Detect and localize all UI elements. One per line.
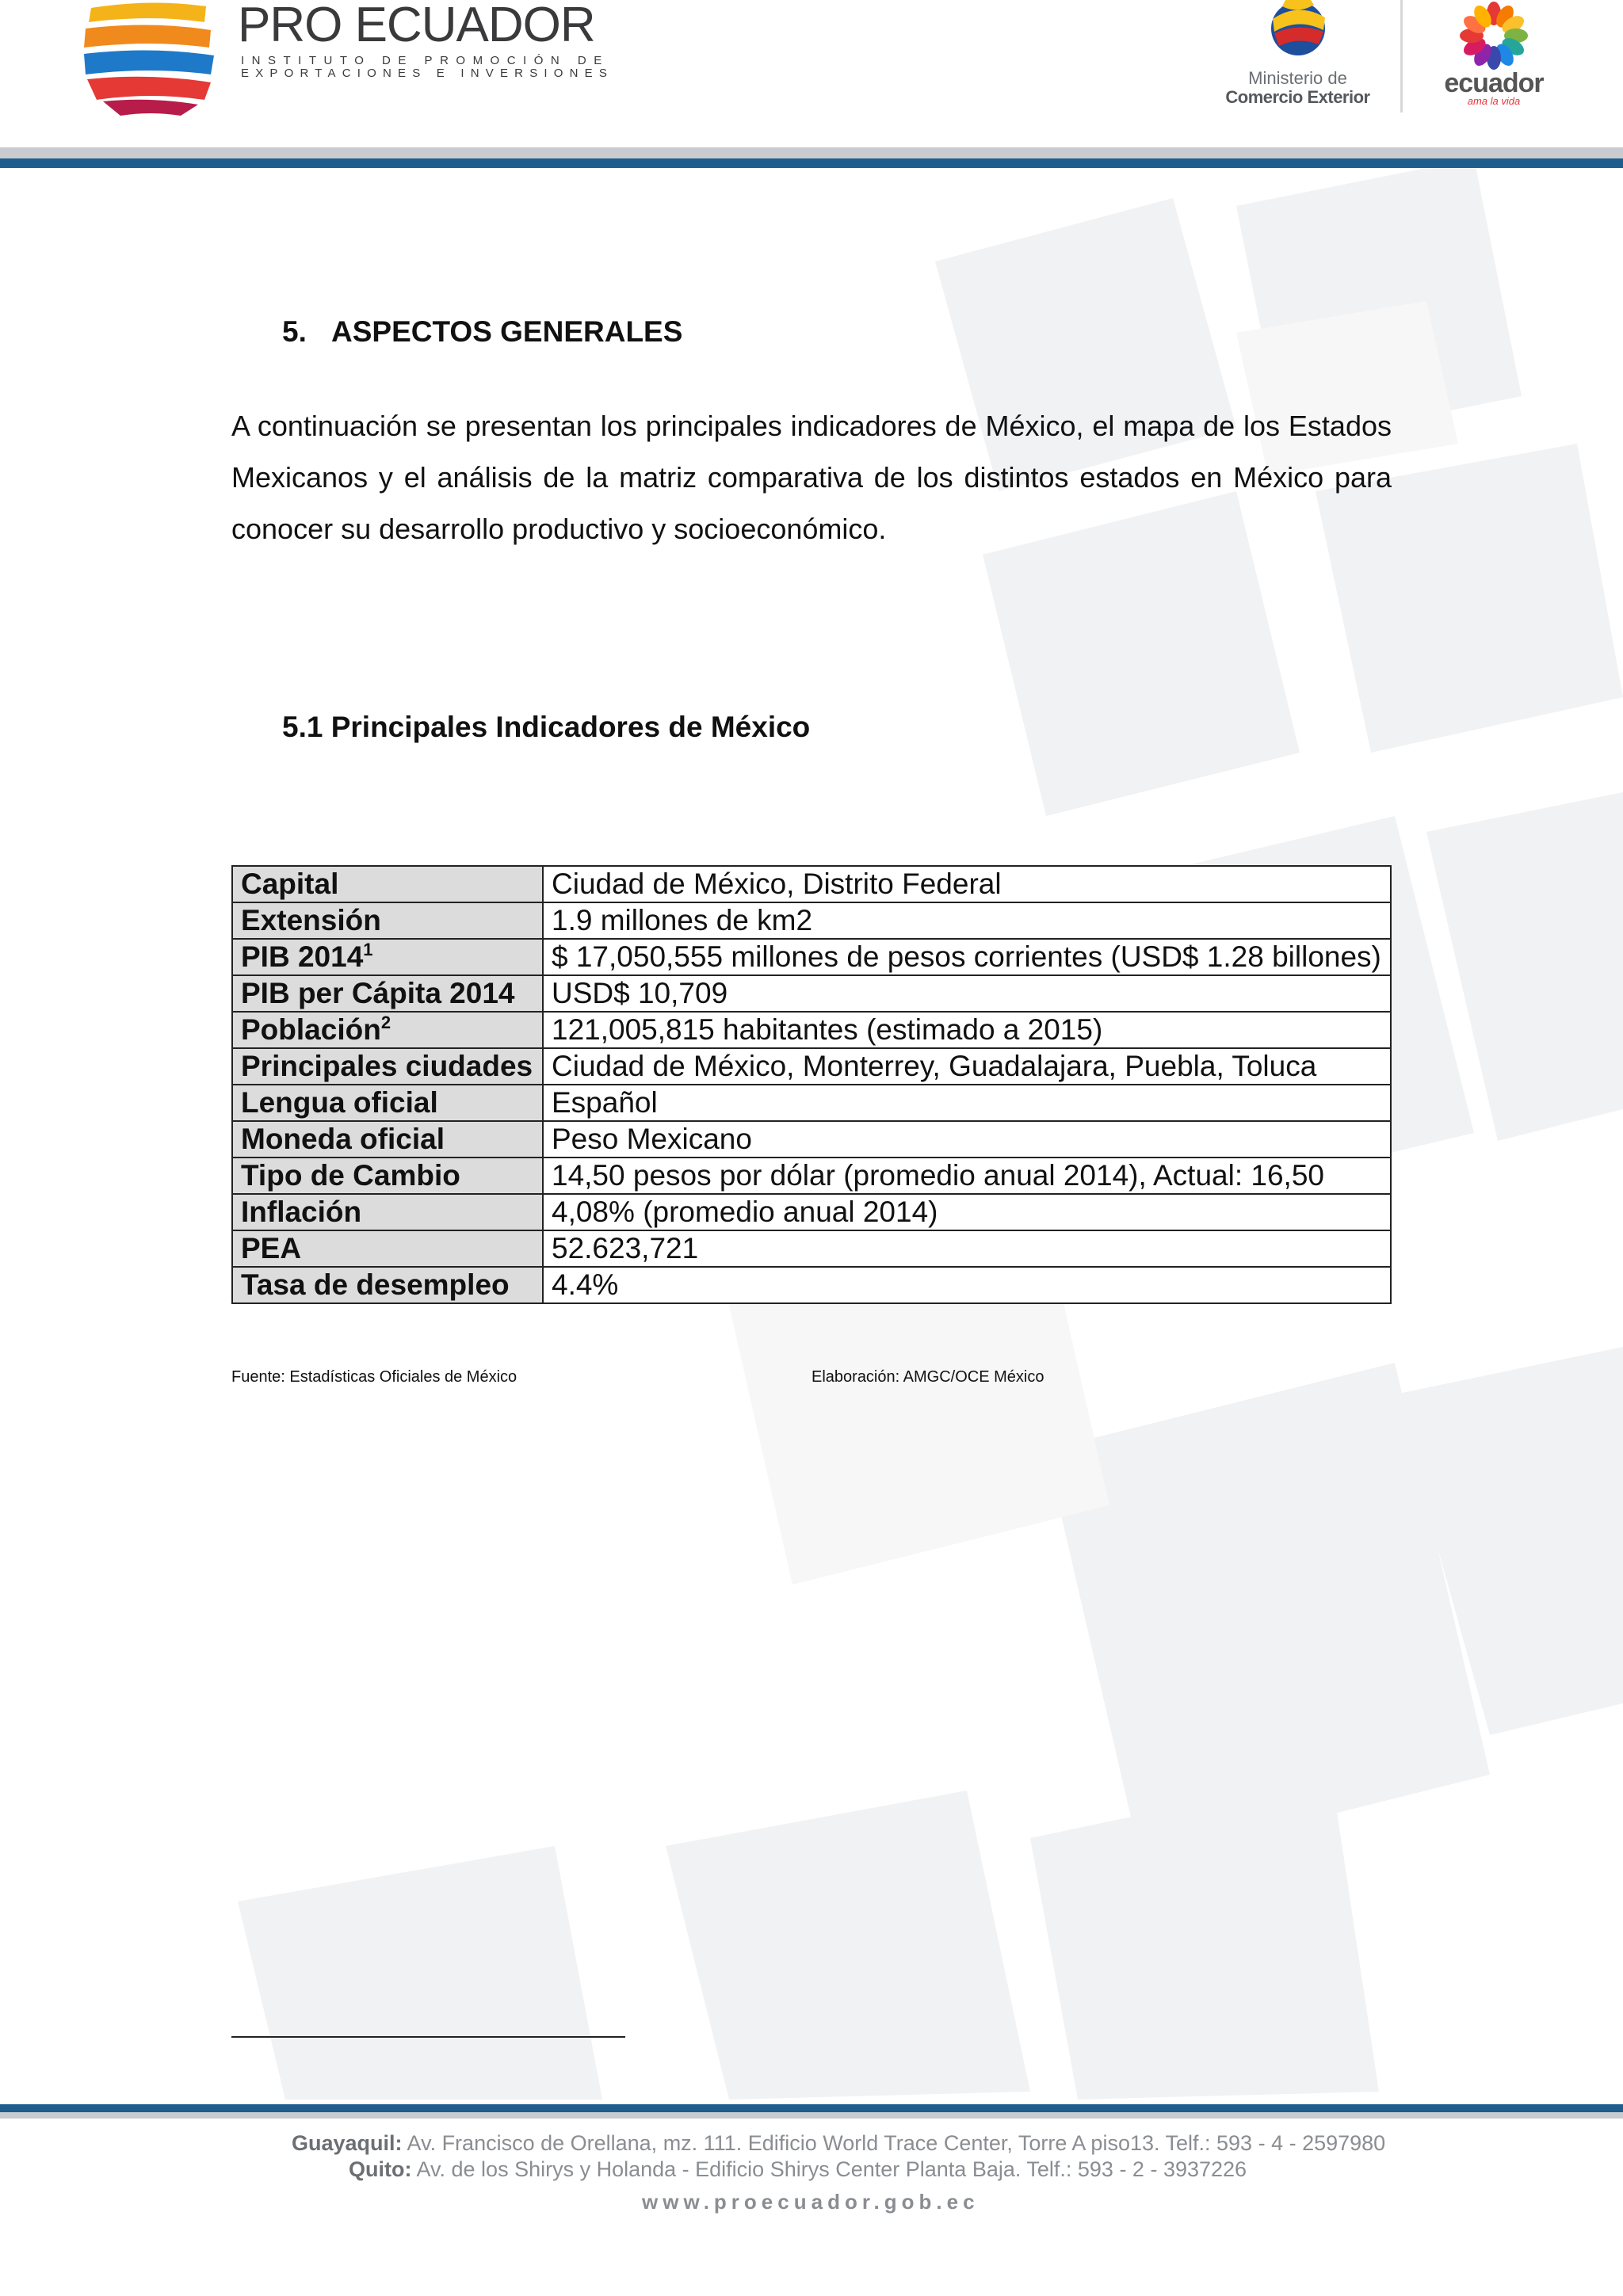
indicator-value: USD$ 10,709: [543, 975, 1391, 1012]
indicator-value: Ciudad de México, Distrito Federal: [543, 866, 1391, 902]
indicator-label: Lengua oficial: [232, 1085, 543, 1121]
footer-address-text: Av. Francisco de Orellana, mz. 111. Edificio World Trace Center, Torre A piso13. Telf.: 593 - 4 - 2597980: [407, 2131, 1386, 2155]
indicator-label: Tasa de desempleo: [232, 1267, 543, 1303]
header-divider-blue: [0, 158, 1623, 168]
footer-guayaquil-address: [292, 2130, 1385, 2157]
footer-divider-blue: [0, 2104, 1623, 2112]
table-row: [232, 1121, 1391, 1158]
table-source-note: Fuente: Estadísticas Oficiales de México: [231, 1368, 517, 1386]
section-title: ASPECTOS GENERALES: [331, 315, 683, 348]
indicator-value: $ 17,050,555 millones de pesos corrientes (USD$ 1.28 billones): [543, 939, 1391, 975]
table-row: [232, 1230, 1391, 1267]
section-heading: [282, 315, 682, 349]
ministry-name-line-1: Ministerio de: [1248, 68, 1347, 88]
indicators-table: [231, 865, 1392, 1304]
indicator-label: PIB per Cápita 2014: [232, 975, 543, 1012]
indicator-value: Español: [543, 1085, 1391, 1121]
footer-divider-gray: [0, 2112, 1623, 2119]
brand-tagline-1: INSTITUTO DE PROMOCIÓN DE: [241, 54, 609, 67]
indicator-value: 4,08% (promedio anual 2014): [543, 1194, 1391, 1230]
footnote-ref: 2: [380, 1013, 391, 1032]
indicator-label: [232, 939, 543, 975]
indicator-value: 52.623,721: [543, 1230, 1391, 1267]
indicator-label: Inflación: [232, 1194, 543, 1230]
indicator-label: Moneda oficial: [232, 1121, 543, 1158]
indicator-value: Peso Mexicano: [543, 1121, 1391, 1158]
footnote-ref: 1: [363, 940, 373, 959]
table-row: [232, 1012, 1391, 1048]
table-row: [232, 1194, 1391, 1230]
section-number: 5.: [282, 315, 307, 348]
table-row: [232, 902, 1391, 939]
footer-city-label: Guayaquil:: [292, 2131, 403, 2155]
indicator-value: Ciudad de México, Monterrey, Guadalajara, Puebla, Toluca: [543, 1048, 1391, 1085]
brand-tagline-2: EXPORTACIONES E INVERSIONES: [241, 67, 614, 80]
pro-ecuador-logo-icon: [79, 0, 218, 119]
table-row: [232, 1158, 1391, 1194]
indicator-label: PEA: [232, 1230, 543, 1267]
ecuador-brand-wordmark: ecuador: [1444, 68, 1544, 98]
ministry-emblem-icon: [1258, 0, 1338, 67]
footer-city-label: Quito:: [349, 2157, 412, 2181]
table-row: [232, 1267, 1391, 1303]
indicator-value: 14,50 pesos por dólar (promedio anual 2014), Actual: 16,50: [543, 1158, 1391, 1194]
indicator-label: [232, 1012, 543, 1048]
indicator-value: 4.4%: [543, 1267, 1391, 1303]
indicator-label: Extensión: [232, 902, 543, 939]
indicator-label: Principales ciudades: [232, 1048, 543, 1085]
table-row: [232, 866, 1391, 902]
table-row: [232, 975, 1391, 1012]
table-row: [232, 1048, 1391, 1085]
subsection-heading: 5.1 Principales Indicadores de México: [282, 711, 811, 743]
indicator-label-text: PIB 2014: [241, 940, 364, 973]
ecuador-brand-tagline: ama la vida: [1467, 95, 1521, 107]
footer-address-text: Av. de los Shirys y Holanda - Edificio Shirys Center Planta Baja. Telf.: 593 - 2 - 3937226: [416, 2157, 1247, 2181]
brand-name: PRO ECUADOR: [238, 0, 595, 52]
ecuador-brand-rosette-icon: [1449, 0, 1539, 71]
footer-quito-address: [349, 2156, 1247, 2183]
logo-divider: [1400, 0, 1403, 113]
indicator-label-text: Población: [241, 1013, 381, 1046]
indicator-label: Tipo de Cambio: [232, 1158, 543, 1194]
table-row: [232, 1085, 1391, 1121]
ministry-name-line-2: Comercio Exterior: [1225, 87, 1370, 107]
indicator-value: 1.9 millones de km2: [543, 902, 1391, 939]
footer-website-link[interactable]: www.proecuador.gob.ec: [642, 2190, 980, 2214]
intro-paragraph: A continuación se presentan los principales indicadores de México, el mapa de los Estados Mexicanos y el análisis de la matriz comparativa de los distintos estados en México para conocer su desarrollo productivo y socioeconómico.: [231, 410, 1392, 545]
header-divider-gray: [0, 147, 1623, 158]
table-elaboration-note: Elaboración: AMGC/OCE México: [812, 1368, 1044, 1386]
indicator-label: Capital: [232, 866, 543, 902]
footnote-separator: [231, 2036, 625, 2038]
table-row: [232, 939, 1391, 975]
indicator-value: 121,005,815 habitantes (estimado a 2015): [543, 1012, 1391, 1048]
